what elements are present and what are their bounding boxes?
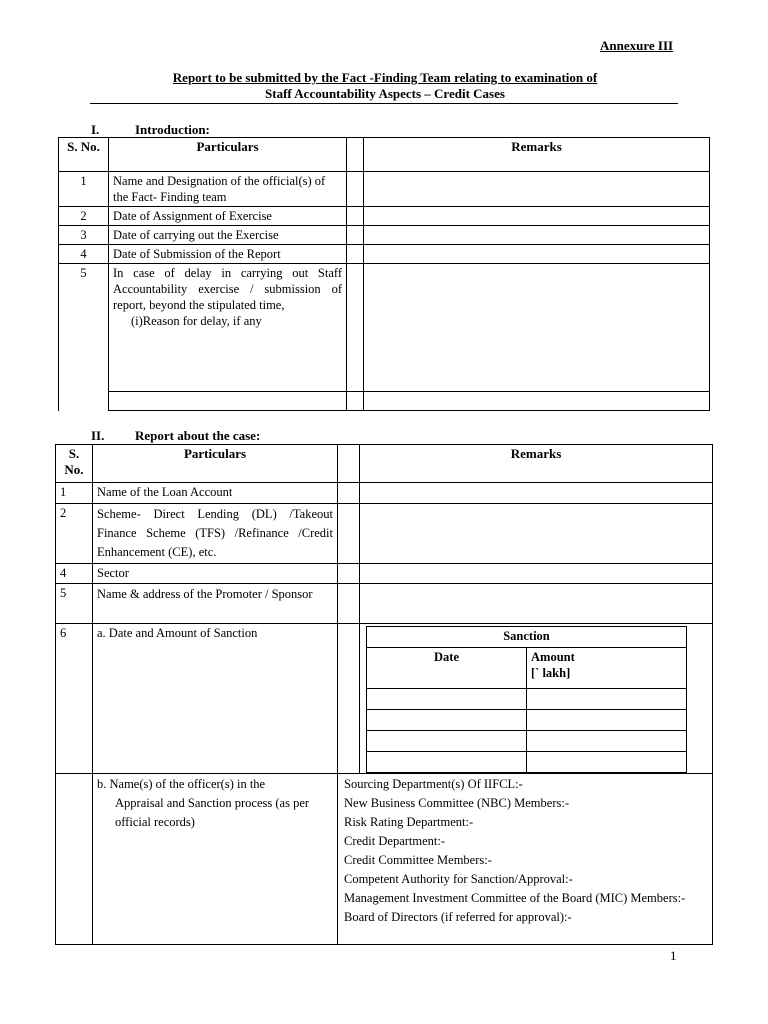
- officer-line-nbc: New Business Committee (NBC) Members:-: [344, 796, 569, 810]
- officers-text-rest: Appraisal and Sanction process (as per official records): [115, 796, 310, 829]
- particulars-cell: Name and Designation of the official(s) of the Fact- Finding team: [109, 172, 347, 207]
- remarks-header: Remarks: [360, 445, 713, 483]
- particulars-cell: [93, 774, 338, 945]
- amount-header: [527, 648, 687, 689]
- remarks-header: Remarks: [364, 138, 710, 172]
- case-report-table: [55, 444, 713, 945]
- officer-line-credit-dept: Credit Department:-: [344, 834, 446, 848]
- spacer-cell: [347, 226, 364, 245]
- date-input-cell[interactable]: [367, 710, 527, 731]
- report-title-line2: Staff Accountability Aspects – Credit Cases: [265, 86, 505, 101]
- report-title-line1: Report to be submitted by the Fact -Finding Team relating to examination of: [172, 70, 598, 85]
- title-divider: [90, 103, 678, 104]
- particulars-header: Particulars: [109, 138, 347, 172]
- remarks-cell[interactable]: [364, 245, 710, 264]
- date-header: Date: [367, 648, 527, 689]
- amount-input-cell[interactable]: [527, 752, 687, 773]
- section-number: I.: [91, 122, 100, 137]
- particulars-cell: [109, 392, 347, 411]
- amount-unit: [` lakh]: [531, 666, 571, 680]
- officer-line-credit-committee: Credit Committee Members:-: [344, 853, 492, 867]
- sno-cell: 3: [59, 226, 109, 245]
- introduction-table: [58, 137, 710, 411]
- spacer-cell: [347, 264, 364, 392]
- officer-line-competent-authority: Competent Authority for Sanction/Approval:-: [344, 872, 573, 886]
- sno-header: S. No.: [56, 445, 93, 483]
- table-row: [56, 483, 713, 504]
- sanction-cell: [360, 624, 713, 774]
- particulars-cell: Name of the Loan Account: [93, 483, 338, 504]
- section-title: Report about the case:: [135, 428, 261, 443]
- remarks-cell[interactable]: [360, 584, 713, 624]
- table-row: [56, 504, 713, 564]
- particulars-header: Particulars: [93, 445, 338, 483]
- spacer-cell: [338, 504, 360, 564]
- sno-cell: 5: [56, 584, 93, 624]
- remarks-cell[interactable]: [364, 172, 710, 207]
- particulars-cell: Sector: [93, 564, 338, 584]
- spacer-cell: [347, 207, 364, 226]
- section-number: II.: [91, 428, 105, 443]
- sno-cell: 4: [56, 564, 93, 584]
- remarks-cell[interactable]: [360, 483, 713, 504]
- spacer-cell: [338, 445, 360, 483]
- sno-header: S. No.: [59, 138, 109, 172]
- remarks-cell[interactable]: [360, 564, 713, 584]
- particulars-cell: a. Date and Amount of Sanction: [93, 624, 338, 774]
- section-heading-report: [91, 428, 291, 444]
- table-row: [59, 392, 710, 411]
- amount-input-cell[interactable]: [527, 731, 687, 752]
- sno-cell: 1: [56, 483, 93, 504]
- remarks-cell[interactable]: [364, 264, 710, 392]
- table-row: [56, 584, 713, 624]
- sno-cell: [56, 774, 93, 945]
- spacer-cell: [347, 138, 364, 172]
- officer-line-mic: Management Investment Committee of the Board (MIC) Members:-: [344, 891, 686, 905]
- particulars-cell: [109, 264, 347, 392]
- table-header-row: [56, 445, 713, 483]
- particulars-cell: Name & address of the Promoter / Sponsor: [93, 584, 338, 624]
- table-row: [59, 245, 710, 264]
- officer-line-risk: Risk Rating Department:-: [344, 815, 474, 829]
- table-row: [56, 624, 713, 774]
- spacer-cell: [338, 624, 360, 774]
- amount-input-cell[interactable]: [527, 689, 687, 710]
- sno-cell: 1: [59, 172, 109, 207]
- table-header-row: [59, 138, 710, 172]
- sno-cell: 6: [56, 624, 93, 774]
- spacer-cell: [338, 483, 360, 504]
- table-row: [59, 207, 710, 226]
- table-row: [59, 264, 710, 392]
- sno-cell: 2: [56, 504, 93, 564]
- spacer-cell: [338, 564, 360, 584]
- particulars-cell: Date of carrying out the Exercise: [109, 226, 347, 245]
- spacer-cell: [347, 392, 364, 411]
- particulars-cell: Scheme- Direct Lending (DL) /Takeout Finance Scheme (TFS) /Refinance /Credit Enhancement (CE), etc.: [93, 504, 338, 564]
- sanction-table: [366, 626, 687, 773]
- spacer-cell: [347, 172, 364, 207]
- officer-line-sourcing: Sourcing Department(s) Of IIFCL:-: [344, 777, 523, 791]
- spacer-cell: [347, 245, 364, 264]
- sno-cell: 4: [59, 245, 109, 264]
- section-title: Introduction:: [135, 122, 210, 137]
- date-input-cell[interactable]: [367, 689, 527, 710]
- sno-cell: 5: [59, 264, 109, 411]
- amount-label: Amount: [531, 650, 575, 664]
- officer-line-board: Board of Directors (if referred for approval):-: [344, 910, 572, 924]
- remarks-cell[interactable]: [364, 226, 710, 245]
- date-input-cell[interactable]: [367, 752, 527, 773]
- remarks-cell[interactable]: [364, 392, 710, 411]
- sno-cell: 2: [59, 207, 109, 226]
- page-number: 1: [670, 948, 677, 963]
- sanction-title: Sanction: [367, 627, 687, 648]
- spacer-cell: [338, 584, 360, 624]
- delay-text: In case of delay in carrying out Staff Accountability exercise / submission of report, beyond the stipulated time,: [113, 266, 342, 312]
- amount-input-cell[interactable]: [527, 710, 687, 731]
- remarks-cell[interactable]: [360, 504, 713, 564]
- date-input-cell[interactable]: [367, 731, 527, 752]
- table-row: [59, 226, 710, 245]
- table-row: [56, 564, 713, 584]
- officers-remarks-cell[interactable]: [338, 774, 713, 945]
- remarks-cell[interactable]: [364, 207, 710, 226]
- annexure-label: Annexure III: [600, 38, 674, 53]
- particulars-cell: Date of Assignment of Exercise: [109, 207, 347, 226]
- officers-text-line1: b. Name(s) of the officer(s) in the: [97, 777, 266, 791]
- table-row: [59, 172, 710, 207]
- section-heading-introduction: [91, 122, 291, 138]
- delay-reason-text: (i)Reason for delay, if any: [131, 314, 262, 328]
- table-row: [56, 774, 713, 945]
- particulars-cell: Date of Submission of the Report: [109, 245, 347, 264]
